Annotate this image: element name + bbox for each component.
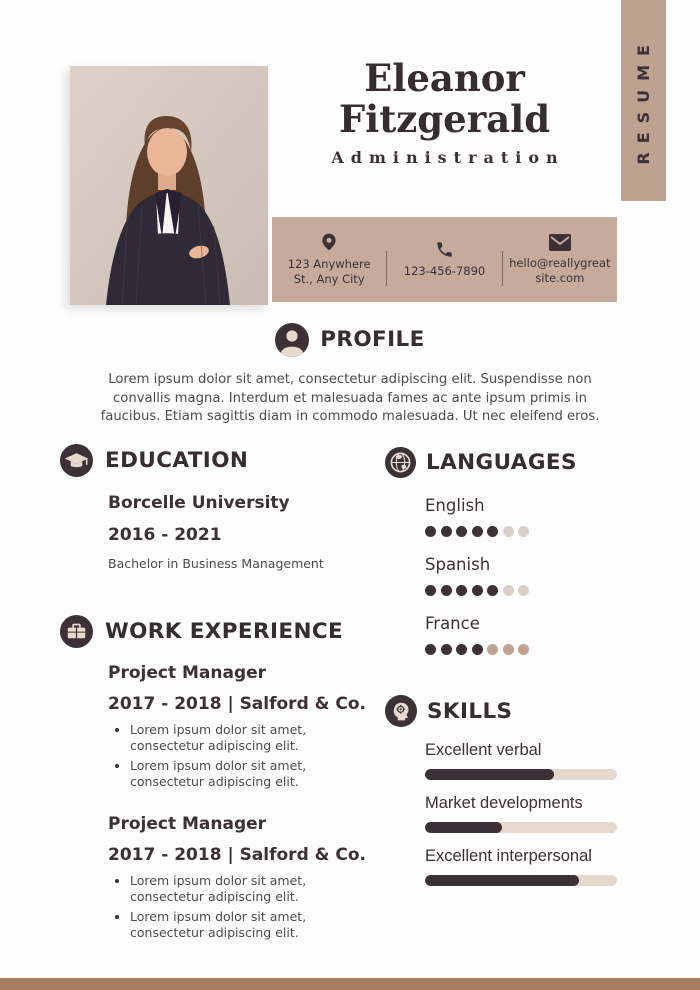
job-bullet: • Lorem ipsum dolor sit amet, consectetur adipiscing elit. [130,909,382,942]
language-level-dots [425,585,640,596]
language-name: English [425,496,485,515]
skills-section-title: SKILLS [427,698,513,724]
person-icon [275,323,308,356]
head-gear-icon [385,695,417,727]
work-experience-section [60,615,382,944]
skill-bar-track [425,769,617,780]
contact-phone-text: 123-456-7890 [403,264,486,279]
skill-name: Market developments [425,794,583,812]
education-section-title: EDUCATION [105,448,249,473]
job-period: 2017 - 2018 | Salford & Co. [108,845,367,865]
contact-phone [387,217,501,302]
level-dot [518,526,529,537]
job-entry [108,663,382,790]
contact-email [503,217,617,302]
level-dot [503,644,514,655]
job-bullet: • Lorem ipsum dolor sit amet, consectetur adipiscing elit. [130,722,382,755]
job-bullet: • Lorem ipsum dolor sit amet, consectetur adipiscing elit. [130,758,382,791]
education-degree: Bachelor in Business Management [108,556,324,571]
job-period: 2017 - 2018 | Salford & Co. [108,694,367,714]
level-dot [441,526,452,537]
level-dot [503,526,514,537]
location-pin-icon [319,232,339,252]
skill-bar-fill [425,875,579,886]
skill-bar-fill [425,769,554,780]
skill-bar-track [425,875,617,886]
header [272,58,617,167]
level-dot [472,585,483,596]
language-name: Spanish [425,555,491,574]
skill-name: Excellent interpersonal [425,847,592,865]
level-dot [425,644,436,655]
education-school: Borcelle University [108,493,290,513]
resume-side-tab-label: RESUME [634,36,653,165]
job-title: Project Manager [108,814,267,834]
profile-photo [70,66,268,305]
level-dot [503,585,514,596]
skill-item [425,794,640,833]
level-dot [518,585,529,596]
language-level-dots [425,526,640,537]
level-dot [441,644,452,655]
work-experience-section-title: WORK EXPERIENCE [105,619,344,644]
resume-side-tab [621,0,666,201]
language-level-dots [425,644,640,655]
level-dot [456,585,467,596]
job-bullets [108,722,382,790]
skills-section [385,695,640,886]
language-item [425,496,640,537]
job-bullet: • Lorem ipsum dolor sit amet, consectetur adipiscing elit. [130,873,382,906]
phone-icon [435,240,454,259]
skill-bar-track [425,822,617,833]
profile-photo-illustration [70,66,268,305]
briefcase-icon [60,615,93,648]
languages-section-title: LANGUAGES [426,450,577,475]
profile-summary: Lorem ipsum dolor sit amet, consectetur adipiscing elit. Suspendisse non convallis magna. Interdum et malesuada fames ac ante ipsum primis in faucibus. Etiam sagittis diam in commodo malesuada. Ut nec eleifend eros. [100,372,600,425]
skill-item [425,741,640,780]
job-bullets [108,873,382,941]
education-years: 2016 - 2021 [108,525,222,545]
level-dot [487,585,498,596]
language-name: France [425,614,480,633]
contact-bar [272,217,617,302]
level-dot [456,644,467,655]
candidate-role: Administration [331,148,565,168]
graduation-cap-icon [60,444,93,477]
jobs-list [108,663,382,941]
contact-address [272,217,386,302]
candidate-name-line1: Eleanor [364,56,525,100]
level-dot [518,644,529,655]
languages-section [385,447,640,655]
skill-name: Excellent verbal [425,741,542,759]
level-dot [441,585,452,596]
candidate-name-line2: Fitzgerald [338,96,551,141]
level-dot [425,585,436,596]
bottom-accent-bar [0,978,700,990]
education-section [60,444,370,571]
level-dot [472,526,483,537]
languages-list [425,496,640,655]
level-dot [472,644,483,655]
skill-bar-fill [425,822,502,833]
envelope-icon [549,234,571,251]
level-dot [487,644,498,655]
skill-item [425,847,640,886]
level-dot [425,526,436,537]
contact-address-text: 123 Anywhere St., Any City [287,257,371,286]
profile-section-heading [0,323,700,356]
level-dot [456,526,467,537]
level-dot [487,526,498,537]
contact-email-text: hello@reallygreatsite.com [509,255,611,285]
job-entry [108,814,382,941]
job-title: Project Manager [108,663,267,683]
skills-list [425,741,640,886]
globe-icon [385,447,416,478]
profile-section-title: PROFILE [320,327,425,352]
language-item [425,555,640,596]
language-item [425,614,640,655]
